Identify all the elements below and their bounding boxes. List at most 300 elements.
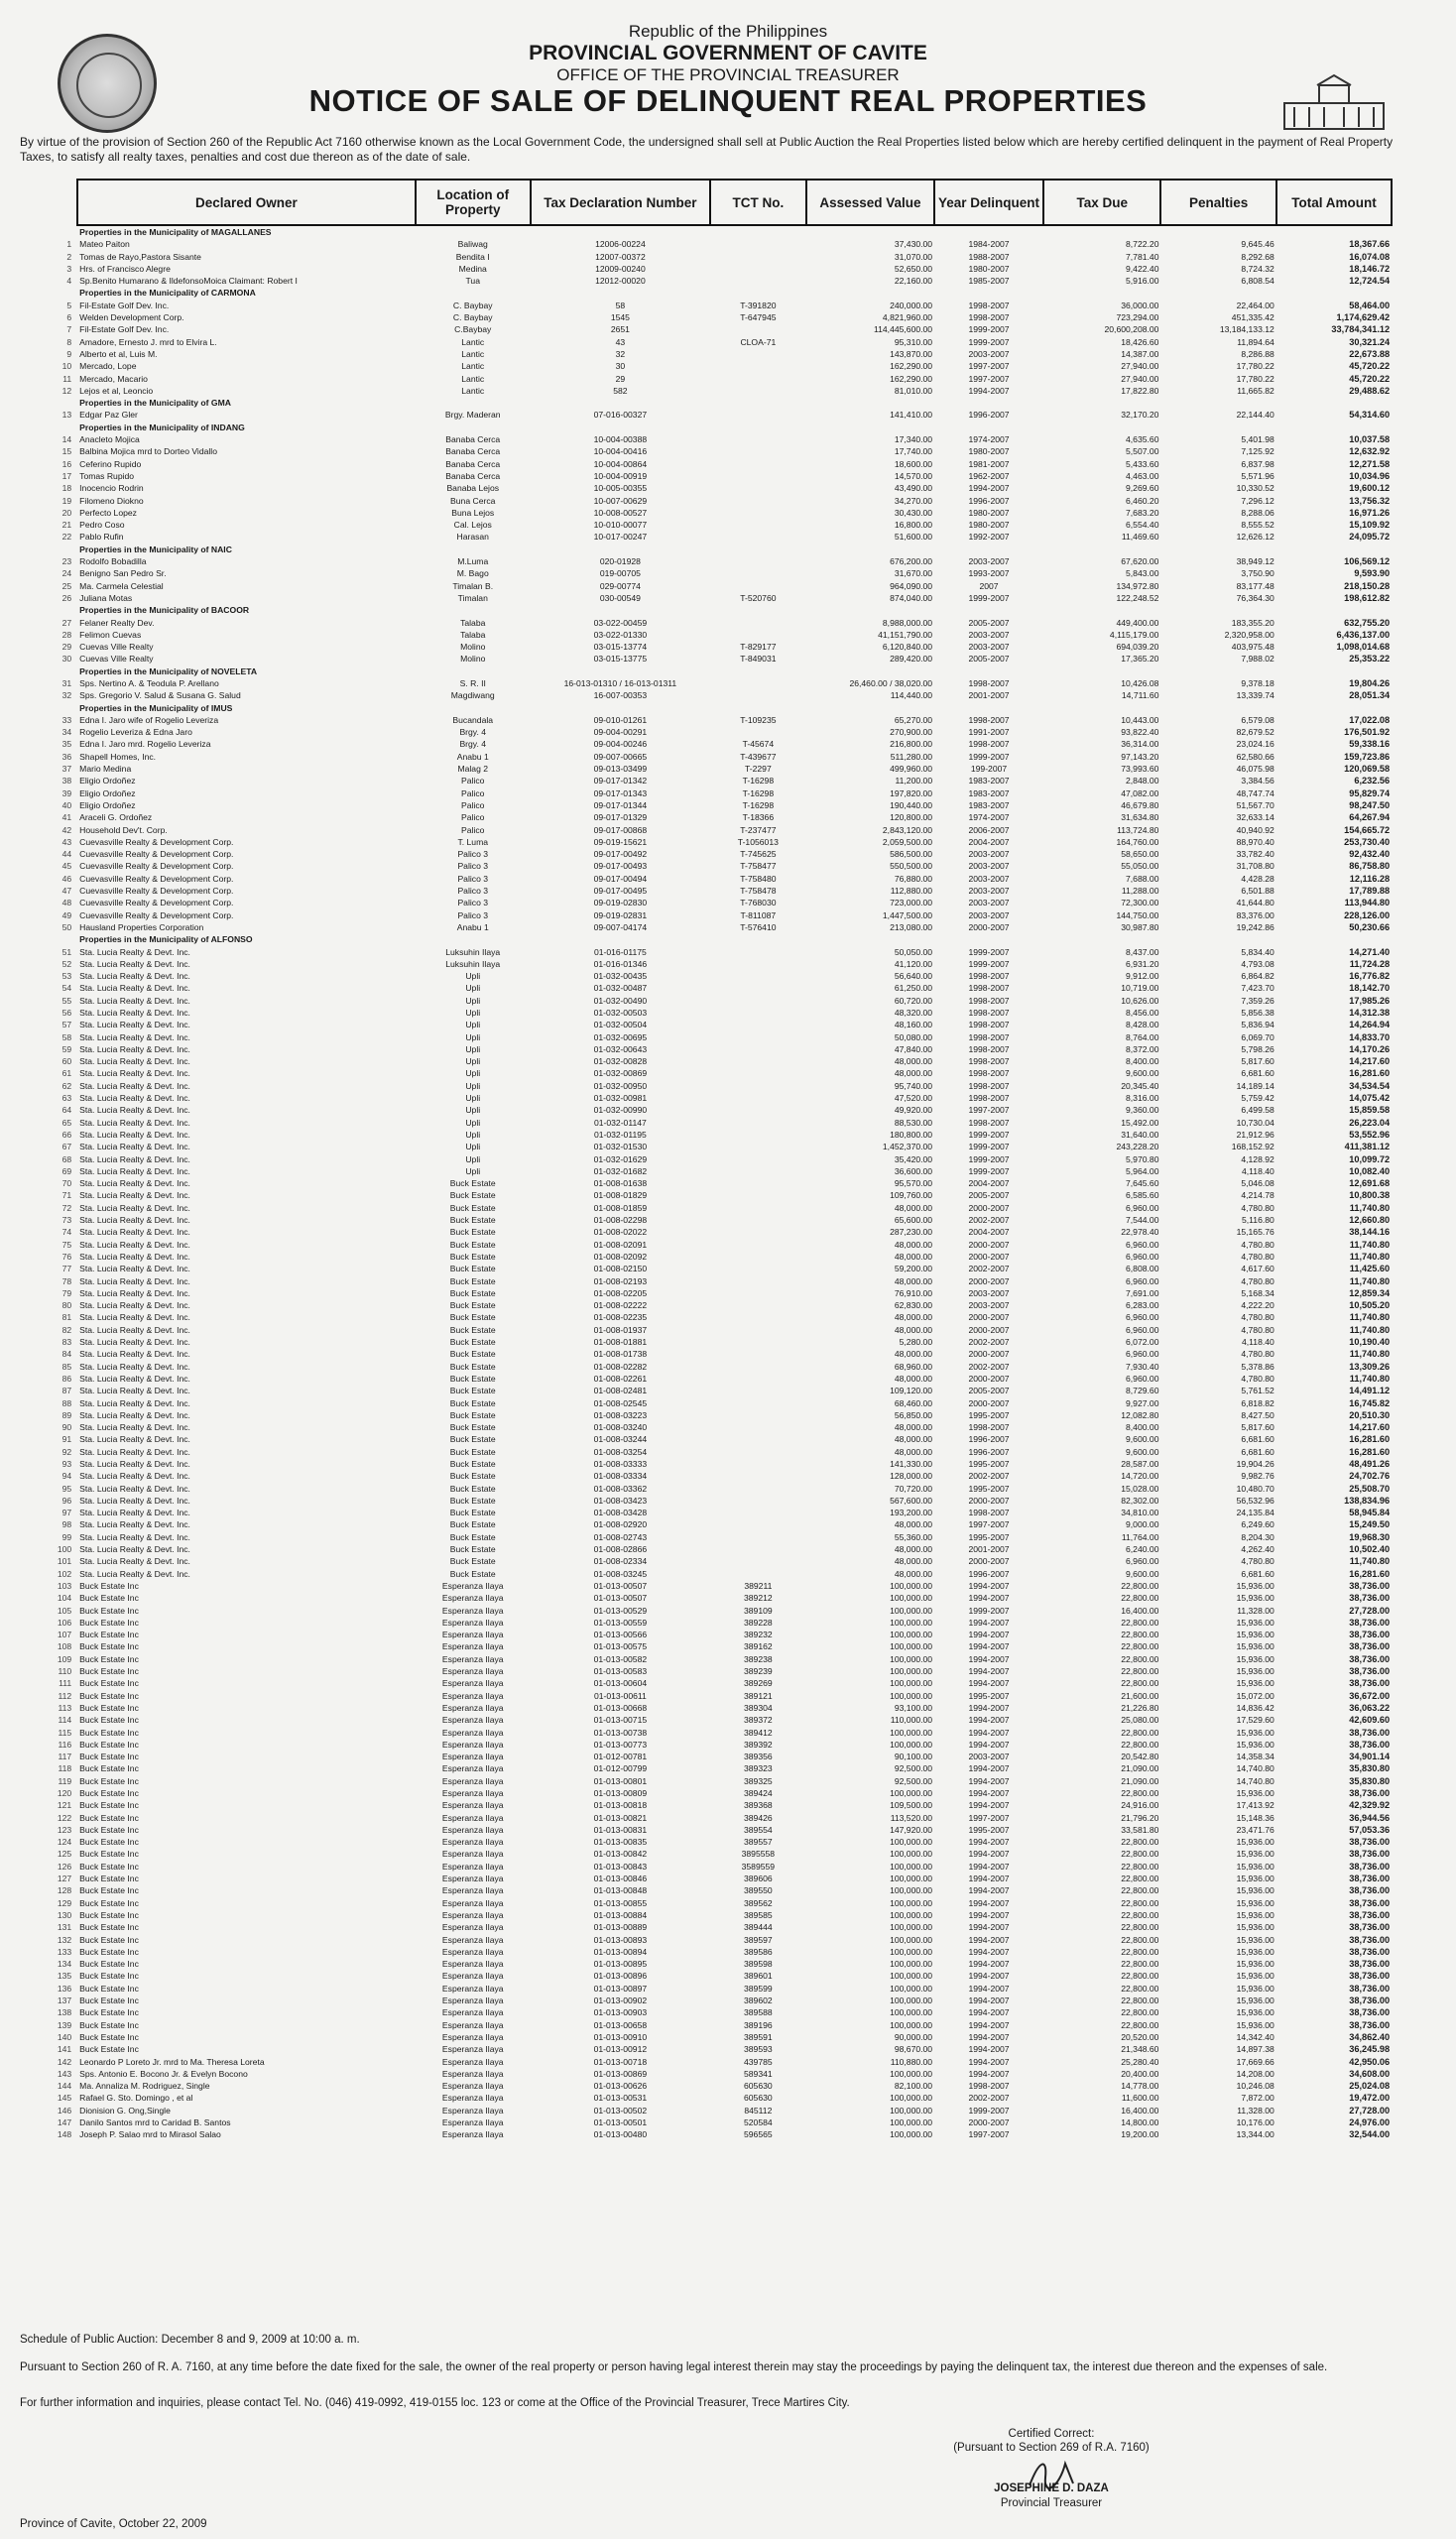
total-amount-cell: 106,569.12	[1344, 556, 1391, 567]
location-cell: Buck Estate	[449, 1544, 496, 1555]
tax-due-cell: 6,283.00	[1126, 1300, 1159, 1311]
owner-cell: Sta. Lucia Realty & Devt. Inc.	[79, 1215, 190, 1226]
penalties-cell: 19,904.26	[1236, 1458, 1274, 1469]
owner-cell: Sp.Benito Humarano & IldefonsoMoica Claimant: Robert I	[79, 276, 298, 287]
table-row	[48, 1848, 1430, 1860]
signatory-title: Provincial Treasurer	[1000, 2497, 1103, 2509]
row-number: 58	[61, 1031, 72, 1042]
tax-due-cell: 15,028.00	[1121, 1483, 1159, 1494]
owner-cell: Sta. Lucia Realty & Devt. Inc.	[79, 1349, 190, 1360]
tax-due-cell: 9,600.00	[1126, 1434, 1159, 1445]
assessed-value-cell: 100,000.00	[890, 1874, 933, 1884]
table-row	[48, 787, 1430, 799]
tct-cell: 389586	[744, 1946, 773, 1957]
row-number: 64	[61, 1105, 72, 1116]
penalties-cell: 46,075.98	[1236, 764, 1274, 775]
location-cell: Esperanza Ilaya	[441, 1849, 504, 1860]
tct-cell	[710, 1104, 806, 1116]
tax-declaration-cell: 01-008-02920	[593, 1519, 648, 1530]
owner-cell: Ma. Annaliza M. Rodriguez, Single	[79, 2081, 210, 2092]
tct-cell: 389372	[744, 1715, 773, 1726]
owner-cell: Dionision G. Ong,Single	[79, 2105, 171, 2116]
row-number: 62	[61, 1080, 72, 1091]
owner-cell: Buck Estate Inc	[79, 1702, 139, 1713]
owner-cell: Balbina Mojica mrd to Dorteo Vidallo	[79, 446, 217, 457]
total-amount-cell: 13,309.26	[1349, 1361, 1391, 1372]
location-cell: Esperanza Ilaya	[441, 1874, 504, 1884]
row-number: 128	[57, 1885, 72, 1896]
table-row	[48, 1251, 1430, 1263]
location-cell: Upli	[465, 983, 481, 994]
tax-declaration-cell: 01-008-02193	[593, 1275, 648, 1286]
tax-due-cell: 7,691.00	[1126, 1287, 1159, 1298]
penalties-cell: 5,836.94	[1241, 1020, 1274, 1030]
year-delinquent-cell: 1994-2007	[968, 1946, 1010, 1957]
total-amount-cell: 12,632.92	[1349, 446, 1391, 457]
total-amount-cell: 34,534.54	[1349, 1080, 1391, 1091]
table-body	[48, 225, 1430, 2141]
tct-cell	[710, 1361, 806, 1373]
row-number: 127	[57, 1874, 72, 1884]
row-number: 135	[57, 1971, 72, 1982]
total-amount-cell: 38,736.00	[1349, 1897, 1391, 1908]
tct-cell: 845112	[744, 2105, 773, 2116]
assessed-value-cell: 240,000.00	[890, 300, 933, 310]
tax-due-cell: 16,400.00	[1121, 2105, 1159, 2116]
tct-cell: 389212	[744, 1593, 773, 1604]
table-row	[48, 1580, 1430, 1592]
penalties-cell: 14,897.38	[1236, 2044, 1274, 2055]
assessed-value-cell: 100,000.00	[890, 1580, 933, 1591]
tct-cell: 389550	[744, 1885, 773, 1896]
year-delinquent-cell: 1994-2007	[968, 483, 1010, 494]
tax-declaration-cell: 01-008-02092	[593, 1251, 648, 1262]
year-delinquent-cell: 1994-2007	[968, 1885, 1010, 1896]
penalties-cell: 6,818.82	[1241, 1397, 1274, 1408]
tct-cell	[710, 1214, 806, 1226]
row-number: 65	[61, 1117, 72, 1128]
assessed-value-cell: 56,850.00	[894, 1409, 933, 1420]
total-amount-cell: 11,724.28	[1349, 958, 1391, 969]
year-delinquent-cell: 1996-2007	[968, 1568, 1010, 1579]
location-cell: Timalan B.	[452, 580, 494, 591]
year-delinquent-cell: 2000-2007	[968, 1373, 1010, 1384]
tax-declaration-cell: 01-008-02866	[593, 1544, 648, 1555]
location-cell: Brgy. Maderan	[444, 410, 501, 421]
tct-cell	[710, 458, 806, 470]
table-row	[48, 1336, 1430, 1348]
table-row	[48, 1958, 1430, 1970]
penalties-cell: 15,936.00	[1236, 1946, 1274, 1957]
year-delinquent-cell: 2000-2007	[968, 1324, 1010, 1335]
penalties-cell: 4,617.60	[1241, 1264, 1274, 1274]
assessed-value-cell: 109,120.00	[890, 1386, 933, 1396]
table-row	[48, 1861, 1430, 1873]
total-amount-cell: 13,756.32	[1349, 495, 1391, 506]
year-delinquent-cell: 1999-2007	[968, 958, 1010, 969]
penalties-cell: 7,359.26	[1241, 995, 1274, 1006]
table-row	[48, 495, 1430, 507]
assessed-value-cell: 100,000.00	[890, 1909, 933, 1920]
table-header-row	[48, 180, 1430, 225]
assessed-value-cell: 100,000.00	[890, 2007, 933, 2018]
assessed-value-cell: 65,600.00	[894, 1215, 933, 1226]
tct-cell: 389392	[744, 1739, 773, 1750]
total-amount-cell: 14,271.40	[1349, 946, 1391, 957]
assessed-value-cell: 100,000.00	[890, 1653, 933, 1664]
tax-due-cell: 27,940.00	[1121, 361, 1159, 372]
row-number: 49	[61, 909, 72, 920]
tct-cell	[710, 263, 806, 275]
location-cell: Palico	[461, 824, 485, 835]
penalties-cell: 5,759.42	[1241, 1093, 1274, 1104]
assessed-value-cell: 17,740.00	[894, 446, 933, 457]
owner-cell: Sta. Lucia Realty & Devt. Inc.	[79, 1165, 190, 1176]
table-row	[48, 1812, 1430, 1824]
tax-declaration-cell: 09-007-04174	[593, 921, 648, 932]
location-cell: Esperanza Ilaya	[441, 1946, 504, 1957]
row-number: 145	[57, 2093, 72, 2104]
tct-cell: 389196	[744, 2019, 773, 2030]
total-amount-cell: 113,944.80	[1344, 898, 1391, 908]
total-amount-cell: 20,510.30	[1349, 1409, 1391, 1420]
tax-declaration-cell: 29	[615, 373, 626, 384]
year-delinquent-cell: 2003-2007	[968, 861, 1010, 872]
assessed-value-cell: 112,880.00	[890, 886, 933, 897]
assessed-value-cell: 41,151,790.00	[878, 629, 933, 640]
assessed-value-cell: 100,000.00	[890, 1690, 933, 1701]
row-number: 28	[61, 629, 72, 640]
assessed-value-cell: 100,000.00	[890, 1617, 933, 1628]
table-row	[48, 1605, 1430, 1617]
owner-cell: Buck Estate Inc	[79, 1763, 139, 1774]
total-amount-cell: 24,095.72	[1349, 532, 1391, 543]
year-delinquent-cell: 1994-2007	[968, 1861, 1010, 1872]
penalties-cell: 9,645.46	[1241, 239, 1274, 250]
table-row	[48, 653, 1430, 665]
tax-declaration-cell: 09-013-03499	[593, 764, 648, 775]
year-delinquent-cell: 1994-2007	[968, 2056, 1010, 2067]
tax-due-cell: 20,542.80	[1121, 1752, 1159, 1762]
location-cell: Esperanza Ilaya	[441, 1971, 504, 1982]
penalties-cell: 15,936.00	[1236, 1995, 1274, 2006]
table-row	[48, 1311, 1430, 1323]
total-amount-cell: 16,776.82	[1349, 971, 1391, 982]
location-cell: Esperanza Ilaya	[441, 2056, 504, 2067]
row-number: 143	[57, 2068, 72, 2079]
owner-cell: Sta. Lucia Realty & Devt. Inc.	[79, 995, 190, 1006]
tax-declaration-cell: 01-008-02261	[593, 1373, 648, 1384]
tax-declaration-cell: 03-022-00459	[593, 617, 648, 628]
year-delinquent-cell: 2002-2007	[968, 2093, 1010, 2104]
tax-declaration-cell: 01-013-00604	[593, 1678, 648, 1689]
tct-cell	[710, 726, 806, 738]
tax-due-cell: 22,800.00	[1121, 1885, 1159, 1896]
penalties-cell: 4,780.80	[1241, 1324, 1274, 1335]
tax-due-cell: 22,800.00	[1121, 1934, 1159, 1945]
total-amount-cell: 632,755.20	[1344, 617, 1391, 628]
penalties-cell: 5,817.60	[1241, 1056, 1274, 1067]
location-cell: Banaba Cerca	[445, 458, 501, 469]
section-header-row	[48, 604, 1430, 616]
owner-cell: Sta. Lucia Realty & Devt. Inc.	[79, 1142, 190, 1152]
assessed-value-cell: 162,290.00	[890, 373, 933, 384]
owner-cell: Sta. Lucia Realty & Devt. Inc.	[79, 958, 190, 969]
owner-cell: Sta. Lucia Realty & Devt. Inc.	[79, 1031, 190, 1042]
assessed-value-cell: 120,800.00	[890, 812, 933, 823]
total-amount-cell: 16,745.82	[1349, 1397, 1391, 1408]
year-delinquent-cell: 1984-2007	[968, 239, 1010, 250]
table-row	[48, 1836, 1430, 1848]
total-amount-cell: 19,804.26	[1349, 677, 1391, 688]
penalties-cell: 32,633.14	[1236, 812, 1274, 823]
year-delinquent-cell: 2003-2007	[968, 1300, 1010, 1311]
table-row	[48, 2006, 1430, 2018]
row-number: 86	[61, 1373, 72, 1384]
tct-cell: 389323	[744, 1763, 773, 1774]
row-number: 30	[61, 654, 72, 665]
assessed-value-cell: 100,000.00	[890, 1837, 933, 1848]
total-amount-cell: 50,230.66	[1349, 921, 1391, 932]
penalties-cell: 15,936.00	[1236, 1885, 1274, 1896]
tax-due-cell: 22,800.00	[1121, 1983, 1159, 1994]
table-row	[48, 263, 1430, 275]
row-number: 61	[61, 1068, 72, 1079]
table-row	[48, 1397, 1430, 1409]
row-number: 60	[61, 1056, 72, 1067]
tct-cell	[710, 958, 806, 970]
owner-cell: Leonardo P Loreto Jr. mrd to Ma. Theresa Loreta	[79, 2056, 265, 2067]
table-row	[48, 726, 1430, 738]
row-number: 26	[61, 592, 72, 603]
row-number: 70	[61, 1178, 72, 1189]
location-cell: Esperanza Ilaya	[441, 1666, 504, 1677]
year-delinquent-cell: 1994-2007	[968, 1739, 1010, 1750]
tct-cell	[710, 1165, 806, 1177]
owner-cell: Sta. Lucia Realty & Devt. Inc.	[79, 1239, 190, 1250]
tct-cell: T-811087	[740, 909, 777, 920]
tax-due-cell: 144,750.00	[1116, 909, 1159, 920]
owner-cell: Sps. Antonio E. Bocono Jr. & Evelyn Bocono	[79, 2068, 248, 2079]
tax-declaration-cell: 01-013-00583	[593, 1666, 648, 1677]
column-header: TCT No.	[710, 180, 806, 225]
tax-declaration-cell: 01-013-00903	[593, 2007, 648, 2018]
tax-declaration-cell: 01-013-00848	[593, 1885, 648, 1896]
total-amount-cell: 6,232.56	[1354, 776, 1391, 786]
assessed-value-cell: 110,880.00	[890, 2056, 933, 2067]
year-delinquent-cell: 1999-2007	[968, 1129, 1010, 1140]
location-cell: Esperanza Ilaya	[441, 1752, 504, 1762]
tax-declaration-cell: 01-013-00668	[593, 1702, 648, 1713]
penalties-cell: 15,936.00	[1236, 1874, 1274, 1884]
location-cell: Lantic	[461, 385, 485, 396]
tax-due-cell: 32,170.20	[1121, 410, 1159, 421]
penalties-cell: 13,339.74	[1236, 690, 1274, 701]
penalties-cell: 5,571.96	[1241, 470, 1274, 481]
assessed-value-cell: 109,760.00	[890, 1190, 933, 1201]
year-delinquent-cell: 2007	[979, 580, 999, 591]
row-number: 144	[57, 2081, 72, 2092]
location-cell: Bendita I	[455, 251, 490, 262]
owner-cell: Sta. Lucia Realty & Devt. Inc.	[79, 1568, 190, 1579]
tax-declaration-cell: 01-032-01629	[593, 1153, 648, 1164]
row-number: 132	[57, 1934, 72, 1945]
assessed-value-cell: 48,160.00	[894, 1020, 933, 1030]
year-delinquent-cell: 1994-2007	[968, 2044, 1010, 2055]
owner-cell: Sta. Lucia Realty & Devt. Inc.	[79, 1190, 190, 1201]
table-row	[48, 775, 1430, 786]
row-number: 24	[61, 568, 72, 579]
location-cell: Esperanza Ilaya	[441, 1897, 504, 1908]
year-delinquent-cell: 1995-2007	[968, 1458, 1010, 1469]
tct-cell	[710, 629, 806, 641]
total-amount-cell: 24,976.00	[1349, 2117, 1391, 2128]
owner-cell: Ceferino Rupido	[79, 458, 142, 469]
year-delinquent-cell: 1997-2007	[968, 1105, 1010, 1116]
owner-cell: Ma. Carmela Celestial	[79, 580, 164, 591]
penalties-cell: 6,249.60	[1241, 1519, 1274, 1530]
location-cell: Esperanza Ilaya	[441, 2068, 504, 2079]
year-delinquent-cell: 1962-2007	[968, 470, 1010, 481]
year-delinquent-cell: 1994-2007	[968, 1702, 1010, 1713]
total-amount-cell: 36,245.98	[1349, 2044, 1391, 2055]
total-amount-cell: 198,612.82	[1344, 592, 1391, 603]
penalties-cell: 6,681.60	[1241, 1446, 1274, 1457]
total-amount-cell: 38,736.00	[1349, 1909, 1391, 1920]
row-number: 25	[61, 580, 72, 591]
table-row	[48, 1117, 1430, 1129]
assessed-value-cell: 90,000.00	[894, 2031, 933, 2042]
owner-cell: Anacleto Mojica	[79, 434, 140, 445]
total-amount-cell: 19,968.30	[1349, 1531, 1391, 1542]
assessed-value-cell: 68,460.00	[894, 1397, 933, 1408]
assessed-value-cell: 2,059,500.00	[882, 836, 933, 847]
total-amount-cell: 38,736.00	[1349, 1874, 1391, 1884]
year-delinquent-cell: 1998-2007	[968, 1056, 1010, 1067]
year-delinquent-cell: 1994-2007	[968, 1580, 1010, 1591]
tax-due-cell: 8,372.00	[1126, 1043, 1159, 1054]
penalties-cell: 15,148.36	[1236, 1812, 1274, 1823]
table-row	[48, 1275, 1430, 1287]
owner-cell: Rogelio Leveriza & Edna Jaro	[79, 727, 192, 738]
assessed-value-cell: 62,830.00	[894, 1300, 933, 1311]
tct-cell	[710, 1080, 806, 1092]
row-number: 88	[61, 1397, 72, 1408]
location-cell: Buck Estate	[449, 1434, 496, 1445]
total-amount-cell: 36,944.56	[1349, 1812, 1391, 1823]
total-amount-cell: 42,950.06	[1349, 2056, 1391, 2067]
location-cell: Malag 2	[457, 764, 489, 775]
location-cell: Banaba Cerca	[445, 470, 501, 481]
total-amount-cell: 86,758.80	[1349, 861, 1391, 872]
assessed-value-cell: 35,420.00	[894, 1153, 933, 1164]
owner-cell: Buck Estate Inc	[79, 1995, 139, 2006]
row-number: 48	[61, 898, 72, 908]
location-cell: T. Luma	[457, 836, 489, 847]
row-number: 42	[61, 824, 72, 835]
location-cell: Lantic	[461, 373, 485, 384]
assessed-value-cell: 68,960.00	[894, 1361, 933, 1372]
tax-due-cell: 22,800.00	[1121, 1861, 1159, 1872]
tax-due-cell: 9,600.00	[1126, 1068, 1159, 1079]
tct-cell: 596565	[744, 2129, 773, 2140]
row-number: 44	[61, 849, 72, 860]
penalties-cell: 15,936.00	[1236, 1641, 1274, 1652]
row-number: 136	[57, 1983, 72, 1994]
column-header: Tax Declaration Number	[531, 180, 710, 225]
tct-cell	[710, 1031, 806, 1043]
penalties-cell: 6,499.58	[1241, 1105, 1274, 1116]
tax-declaration-cell: 01-013-00893	[593, 1934, 648, 1945]
penalties-cell: 7,423.70	[1241, 983, 1274, 994]
year-delinquent-cell: 2001-2007	[968, 690, 1010, 701]
location-cell: Palico 3	[457, 909, 489, 920]
table-row	[48, 1751, 1430, 1762]
year-delinquent-cell: 1997-2007	[968, 2129, 1010, 2140]
penalties-cell: 23,024.16	[1236, 739, 1274, 750]
row-number: 139	[57, 2019, 72, 2030]
tax-due-cell: 9,422.40	[1126, 263, 1159, 274]
table-row	[48, 1239, 1430, 1251]
year-delinquent-cell: 2004-2007	[968, 836, 1010, 847]
table-row	[48, 1739, 1430, 1751]
tct-cell	[710, 1287, 806, 1299]
total-amount-cell: 12,116.28	[1349, 873, 1391, 884]
total-amount-cell: 38,736.00	[1349, 1971, 1391, 1982]
tax-due-cell: 9,000.00	[1126, 1519, 1159, 1530]
tax-due-cell: 22,800.00	[1121, 1593, 1159, 1604]
tct-cell	[710, 1433, 806, 1445]
tct-cell	[710, 445, 806, 457]
row-number: 34	[61, 727, 72, 738]
certified-sub: (Pursuant to Section 269 of R.A. 7160)	[953, 2442, 1150, 2454]
assessed-value-cell: 60,720.00	[894, 995, 933, 1006]
row-number: 71	[61, 1190, 72, 1201]
tax-due-cell: 449,400.00	[1116, 617, 1159, 628]
assessed-value-cell: 100,000.00	[890, 2129, 933, 2140]
table-row	[48, 470, 1430, 482]
tct-cell: 389239	[744, 1666, 773, 1677]
assessed-value-cell: 16,800.00	[894, 520, 933, 531]
assessed-value-cell: 11,200.00	[895, 776, 933, 786]
tax-declaration-cell: 01-013-00559	[593, 1617, 648, 1628]
owner-cell: Sta. Lucia Realty & Devt. Inc.	[79, 1068, 190, 1079]
assessed-value-cell: 100,000.00	[890, 1849, 933, 1860]
owner-cell: Buck Estate Inc	[79, 1653, 139, 1664]
year-delinquent-cell: 1998-2007	[968, 677, 1010, 688]
tax-declaration-cell: 16-007-00353	[593, 690, 648, 701]
tax-due-cell: 36,000.00	[1121, 300, 1159, 310]
owner-cell: Sta. Lucia Realty & Devt. Inc.	[79, 1105, 190, 1116]
tax-declaration-cell: 01-008-02235	[593, 1312, 648, 1323]
table-row	[48, 1373, 1430, 1385]
year-delinquent-cell: 2000-2007	[968, 921, 1010, 932]
penalties-cell: 4,118.40	[1241, 1165, 1274, 1176]
assessed-value-cell: 287,230.00	[890, 1227, 933, 1238]
year-delinquent-cell: 1999-2007	[968, 1165, 1010, 1176]
assessed-value-cell: 1,447,500.00	[882, 909, 933, 920]
year-delinquent-cell: 1995-2007	[968, 1483, 1010, 1494]
assessed-value-cell: 48,000.00	[894, 1202, 933, 1213]
year-delinquent-cell: 1996-2007	[968, 1434, 1010, 1445]
table-row	[48, 1263, 1430, 1274]
section-title: Properties in the Municipality of MAGALLANES	[79, 227, 272, 237]
assessed-value-cell: 567,600.00	[890, 1495, 933, 1506]
delinquent-properties-table	[48, 179, 1430, 2141]
tax-declaration-cell: 07-016-00327	[593, 410, 648, 421]
penalties-cell: 15,936.00	[1236, 1580, 1274, 1591]
total-amount-cell: 10,082.40	[1349, 1165, 1391, 1176]
